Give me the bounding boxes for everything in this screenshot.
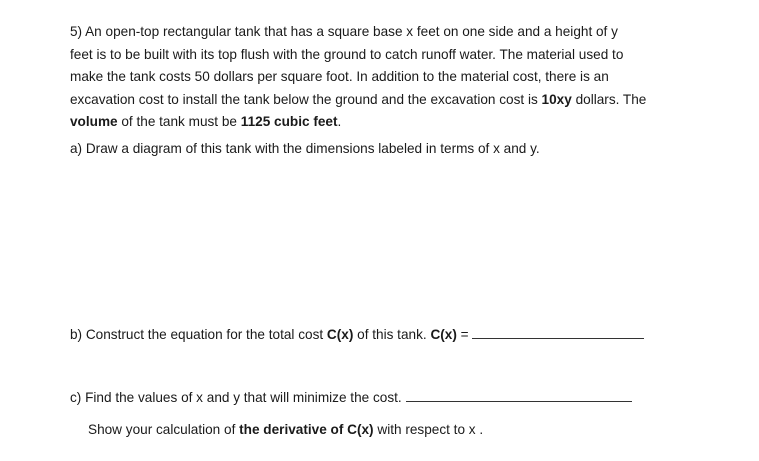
problem-line-4 [70, 89, 690, 112]
part-a-question: a) Draw a diagram of this tank with the dimensions labeled in terms of x and y. [70, 141, 540, 156]
excavation-cost-expression: 10xy [541, 91, 572, 107]
part-b-text: b) Construct the equation for the total cost [70, 327, 327, 342]
part-b-question [70, 325, 644, 345]
cost-equation-answer-blank[interactable] [472, 325, 644, 339]
problem-statement [70, 21, 690, 134]
problem-line-5 [70, 111, 690, 134]
problem-line-3: make the tank costs 50 dollars per square foot. In addition to the material cost, there is an [70, 69, 609, 84]
volume-value: 1125 cubic feet [240, 114, 338, 129]
minimize-answer-blank[interactable] [406, 388, 632, 402]
cost-function-term: C(x) [326, 327, 354, 342]
part-c-instruction [88, 420, 483, 440]
instruction-text: Show your calculation of [88, 422, 240, 437]
volume-mid-text: of the tank must be [117, 114, 241, 129]
excavation-text: excavation cost to install the tank below the ground and the excavation cost is [70, 91, 542, 107]
volume-period: . [337, 114, 342, 129]
volume-term: volume [70, 114, 118, 129]
cost-function-label: C(x) [430, 327, 457, 342]
part-c-text: c) Find the values of x and y that will minimize the cost. [70, 390, 402, 405]
part-c-question [70, 388, 632, 408]
dollars-text: dollars. The [571, 91, 647, 107]
instruction-end-text: with respect to x . [373, 422, 484, 437]
part-b-mid-text: of this tank. [353, 327, 431, 342]
equals-sign: = [456, 327, 469, 342]
derivative-term: the derivative of C(x) [239, 422, 374, 437]
problem-line-2: feet is to be built with its top flush with the ground to catch runoff water. The material used to [70, 46, 624, 62]
problem-line-1: 5) An open-top rectangular tank that has a square base x feet on one side and a height of y [70, 24, 618, 39]
